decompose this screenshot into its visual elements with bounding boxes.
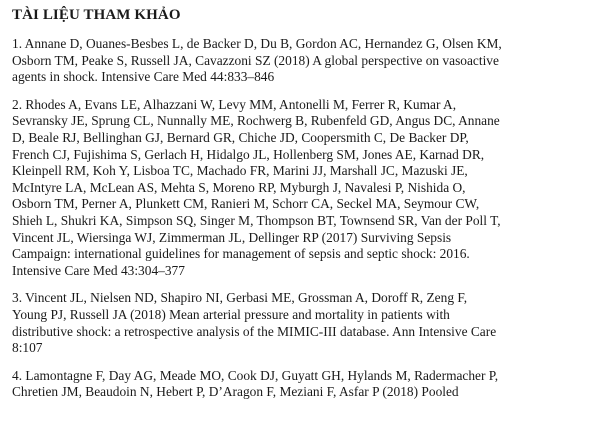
reference-entry [12,368,592,401]
reference-line: Sevransky JE, Sprung CL, Nunnally ME, Rochwerg B, Rubenfeld GD, Angus DC, Annane [12,113,500,129]
reference-line: Chretien JM, Beaudoin N, Hebert P, D’Aragon F, Meziani F, Asfar P (2018) Pooled [12,384,459,400]
reference-line: McIntyre LA, McLean AS, Mehta S, Moreno RP, Myburgh J, Navalesi P, Nishida O, [12,179,466,195]
reference-page [12,6,592,412]
reference-line: distributive shock: a retrospective analysis of the MIMIC-III database. Ann Intensive Care [12,323,497,339]
reference-line: Osborn TM, Peake S, Russell JA, Cavazzoni SZ (2018) A global perspective on vasoactive [12,52,499,68]
reference-line: 1. Annane D, Ouanes-Besbes L, de Backer D, Du B, Gordon AC, Hernandez G, Olsen KM, [12,36,502,51]
reference-line: French CJ, Fujishima S, Gerlach H, Hidalgo JL, Hollenberg SM, Jones AE, Karnad DR, [12,146,485,162]
reference-line: Young PJ, Russell JA (2018) Mean arterial pressure and mortality in patients with [12,306,450,322]
reference-line: D, Beale RJ, Bellinghan GJ, Bernard GR, Chiche JD, Coopersmith C, De Backer DP, [12,129,469,145]
reference-line: Osborn TM, Perner A, Plunkett CM, Ranieri M, Schorr CA, Seckel MA, Seymour CW, [12,196,480,212]
reference-entry [12,290,592,356]
reference-line: 8:107 [12,340,43,356]
reference-line: 3. Vincent JL, Nielsen ND, Shapiro NI, Gerbasi ME, Grossman A, Doroff R, Zeng F, [12,290,468,306]
section-heading: TÀI LIỆU THAM KHẢO [12,7,181,23]
reference-line: 4. Lamontagne F, Day AG, Meade MO, Cook DJ, Guyatt GH, Hylands M, Radermacher P, [12,367,499,383]
reference-entry [12,36,592,86]
reference-line: Vincent JL, Wiersinga WJ, Zimmerman JL, Dellinger RP (2017) Surviving Sepsis [12,229,452,245]
reference-line: Shieh L, Shukri KA, Simpson SQ, Singer M, Thompson BT, Townsend SR, Van der Poll T, [12,212,501,228]
reference-line: 2. Rhodes A, Evans LE, Alhazzani W, Levy MM, Antonelli M, Ferrer R, Kumar A, [12,96,457,112]
reference-list [12,36,592,401]
reference-line: agents in shock. Intensive Care Med 44:833–846 [12,69,275,85]
reference-entry [12,97,592,280]
reference-line: Intensive Care Med 43:304–377 [12,262,185,278]
reference-line: Campaign: international guidelines for management of sepsis and septic shock: 2016. [12,246,470,262]
reference-line: Kleinpell RM, Koh Y, Lisboa TC, Machado FR, Marini JJ, Marshall JC, Mazuski JE, [12,163,468,179]
